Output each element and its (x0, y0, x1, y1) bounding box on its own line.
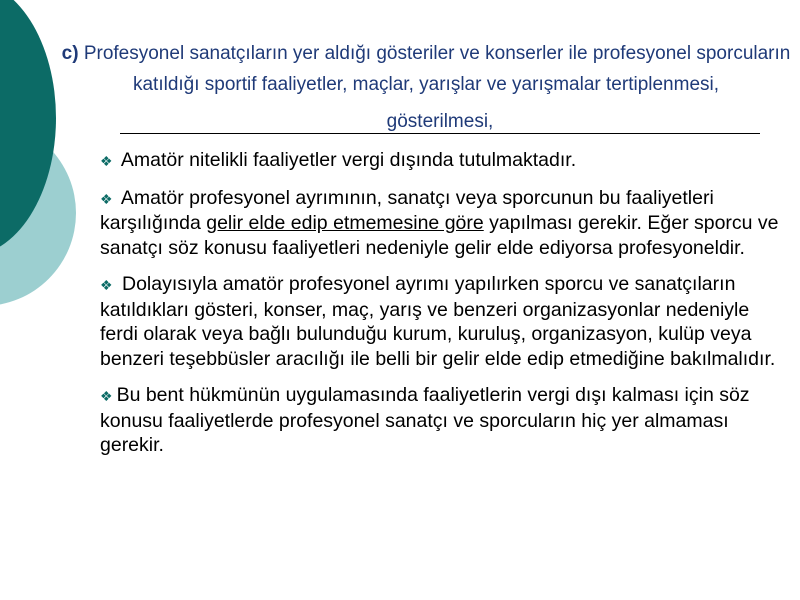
diamond-bullet-icon: ❖ (100, 277, 113, 293)
bullet-text: Bu bent hükmünün uygulamasında faaliyetlerin vergi dışı kalması için söz konusu faaliyetlerde profesyonel sanatçı ve sporcuların hiç yer almaması gerekir. (100, 384, 750, 456)
underlined-phrase: gelir elde edip etmemesine göre (206, 212, 484, 234)
bullet-text: Amatör nitelikli faaliyetler vergi dışında tutulmaktadır. (116, 149, 577, 171)
bullet-list (100, 148, 780, 470)
bullet-text: Amatör profesyonel ayrımının, sanatçı veya sporcunun bu faaliyetleri karşılığında (100, 186, 714, 234)
bullet-item (100, 148, 780, 174)
diamond-bullet-icon: ❖ (100, 153, 113, 169)
bullet-item (100, 383, 780, 458)
title-marker: c) (61, 43, 79, 64)
bullet-text: Dolayısıyla amatör profesyonel ayrımı yapılırken sporcu ve sanatçıların katıldıkları gösteri, konser, maç, yarış ve benzeri organizasyonlar nedeniyle ferdi olarak veya bağlı bulunduğu kurum, kuruluş, organizasyon, kulüp veya benzeri teşebbüsler aracılığı ile belli bir gelir elde edip etmediğine bakılmalıdır. (100, 273, 776, 370)
diamond-bullet-icon: ❖ (100, 388, 113, 404)
bullet-text: yapılması gerekir. Eğer sporcu ve sanatçı söz konusu faaliyetleri nedeniyle gelir elde ediyorsa profesyoneldir. (100, 212, 779, 259)
bullet-item (100, 272, 780, 371)
title-last-line: gösterilmesi, (120, 111, 760, 134)
diamond-bullet-icon: ❖ (100, 190, 113, 207)
bullet-item (100, 186, 780, 261)
title-text: Profesyonel sanatçıların yer aldığı gösteriler ve konserler ile profesyonel sporcuların katıldığı sportif faaliyetler, maçlar, yarışlar ve yarışmalar tertiplenmesi, (78, 43, 791, 95)
slide-title (60, 38, 792, 100)
